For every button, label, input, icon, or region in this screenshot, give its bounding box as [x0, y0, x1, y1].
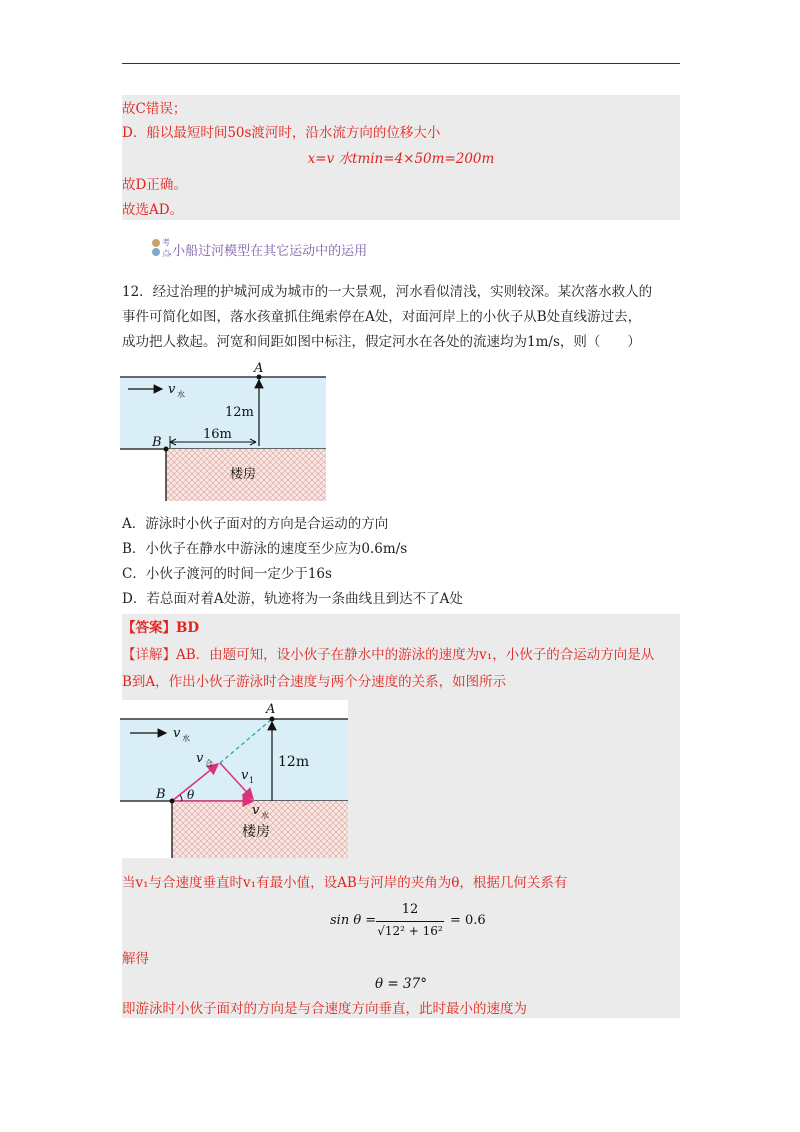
river-water	[120, 719, 348, 801]
river-diagram-1	[120, 360, 330, 505]
label-v-resultant: v	[196, 751, 204, 766]
building-label: 楼房	[230, 467, 257, 482]
label-a: A	[254, 361, 264, 376]
label-v-water: v	[173, 726, 181, 741]
solution-text: 解得	[122, 951, 149, 967]
distance-label: 16m	[203, 427, 232, 442]
label-v1: v	[241, 768, 249, 783]
width-label: 12m	[225, 405, 254, 420]
solution-text: 即游泳时小伙子面对的方向是与合速度方向垂直，此时最小的速度为	[122, 1001, 527, 1017]
label-v1-sub: 1	[249, 776, 255, 785]
point-b	[164, 447, 169, 452]
detail-text: B到A，作出小伙子游泳时合速度与两个分速度的关系，如图所示	[122, 674, 507, 690]
question-text: 12．经过治理的护城河成为城市的一大景观，河水看似清浅，实则较深。某次落水救人的	[122, 284, 653, 300]
label-v-water-sub: 水	[182, 734, 190, 743]
label-v-water-bottom-sub: 水	[261, 811, 269, 820]
badge-top-text: 考	[162, 238, 170, 247]
point-b	[170, 799, 175, 804]
width-label: 12m	[278, 754, 310, 770]
detail-text: 【详解】AB．由题可知，设小伙子在静水中的游泳的速度为v₁，小伙子的合运动方向是从	[122, 647, 655, 663]
river-diagram-2	[120, 700, 350, 858]
topic-title: .小船过河模型在其它运动中的运用	[168, 244, 368, 259]
building-label: 楼房	[242, 824, 270, 840]
question-text: 事件可简化如图，落水孩童抓住绳索停在A处，对面河岸上的小伙子从B处直线游过去，	[122, 309, 642, 325]
label-theta: θ	[187, 788, 195, 802]
header-rule	[122, 63, 680, 64]
label-v-water-bottom: v	[252, 803, 260, 818]
label-b: B	[152, 435, 162, 450]
answer-label: 【答案】BD	[122, 620, 200, 636]
option-a: A．游泳时小伙子面对的方向是合运动的方向	[122, 516, 389, 532]
point-a	[270, 717, 275, 722]
solution-line: 故C错误；	[122, 101, 187, 117]
solution-formula: x=v 水tmin=4×50m=200m	[307, 151, 495, 167]
theta-result: θ = 37°	[375, 976, 427, 992]
solution-line: 故D正确。	[122, 177, 187, 193]
formula-denominator: √12² + 16²	[377, 924, 443, 938]
solution-line: 故选AD。	[122, 202, 184, 218]
label-b: B	[156, 787, 166, 802]
label-v-sub: 水	[177, 390, 185, 399]
solution-line: D．船以最短时间50s渡河时，沿水流方向的位移大小	[122, 125, 441, 141]
formula-rhs: = 0.6	[450, 913, 486, 928]
solution-text: 当v₁与合速度垂直时v₁有最小值，设AB与河岸的夹角为θ，根据几何关系有	[122, 875, 568, 891]
option-c: C．小伙子渡河的时间一定少于16s	[122, 566, 332, 582]
badge-bottom-text: 点	[162, 249, 170, 258]
formula-numerator: 12	[401, 902, 419, 917]
question-text: 成功把人救起。河宽和间距如图中标注，假定河水在各处的流速均为1m/s，则（ ）	[122, 334, 641, 350]
formula-lhs: sin θ =	[330, 913, 377, 928]
label-v-resultant-sub: 合	[205, 759, 213, 768]
sine-formula	[330, 900, 500, 946]
label-v: v	[168, 382, 176, 397]
option-d: D．若总面对着A处游，轨迹将为一条曲线且到达不了A处	[122, 591, 463, 607]
fraction-bar	[376, 921, 444, 922]
option-b: B．小伙子在静水中游泳的速度至少应为0.6m/s	[122, 541, 408, 557]
label-a: A	[266, 702, 276, 717]
